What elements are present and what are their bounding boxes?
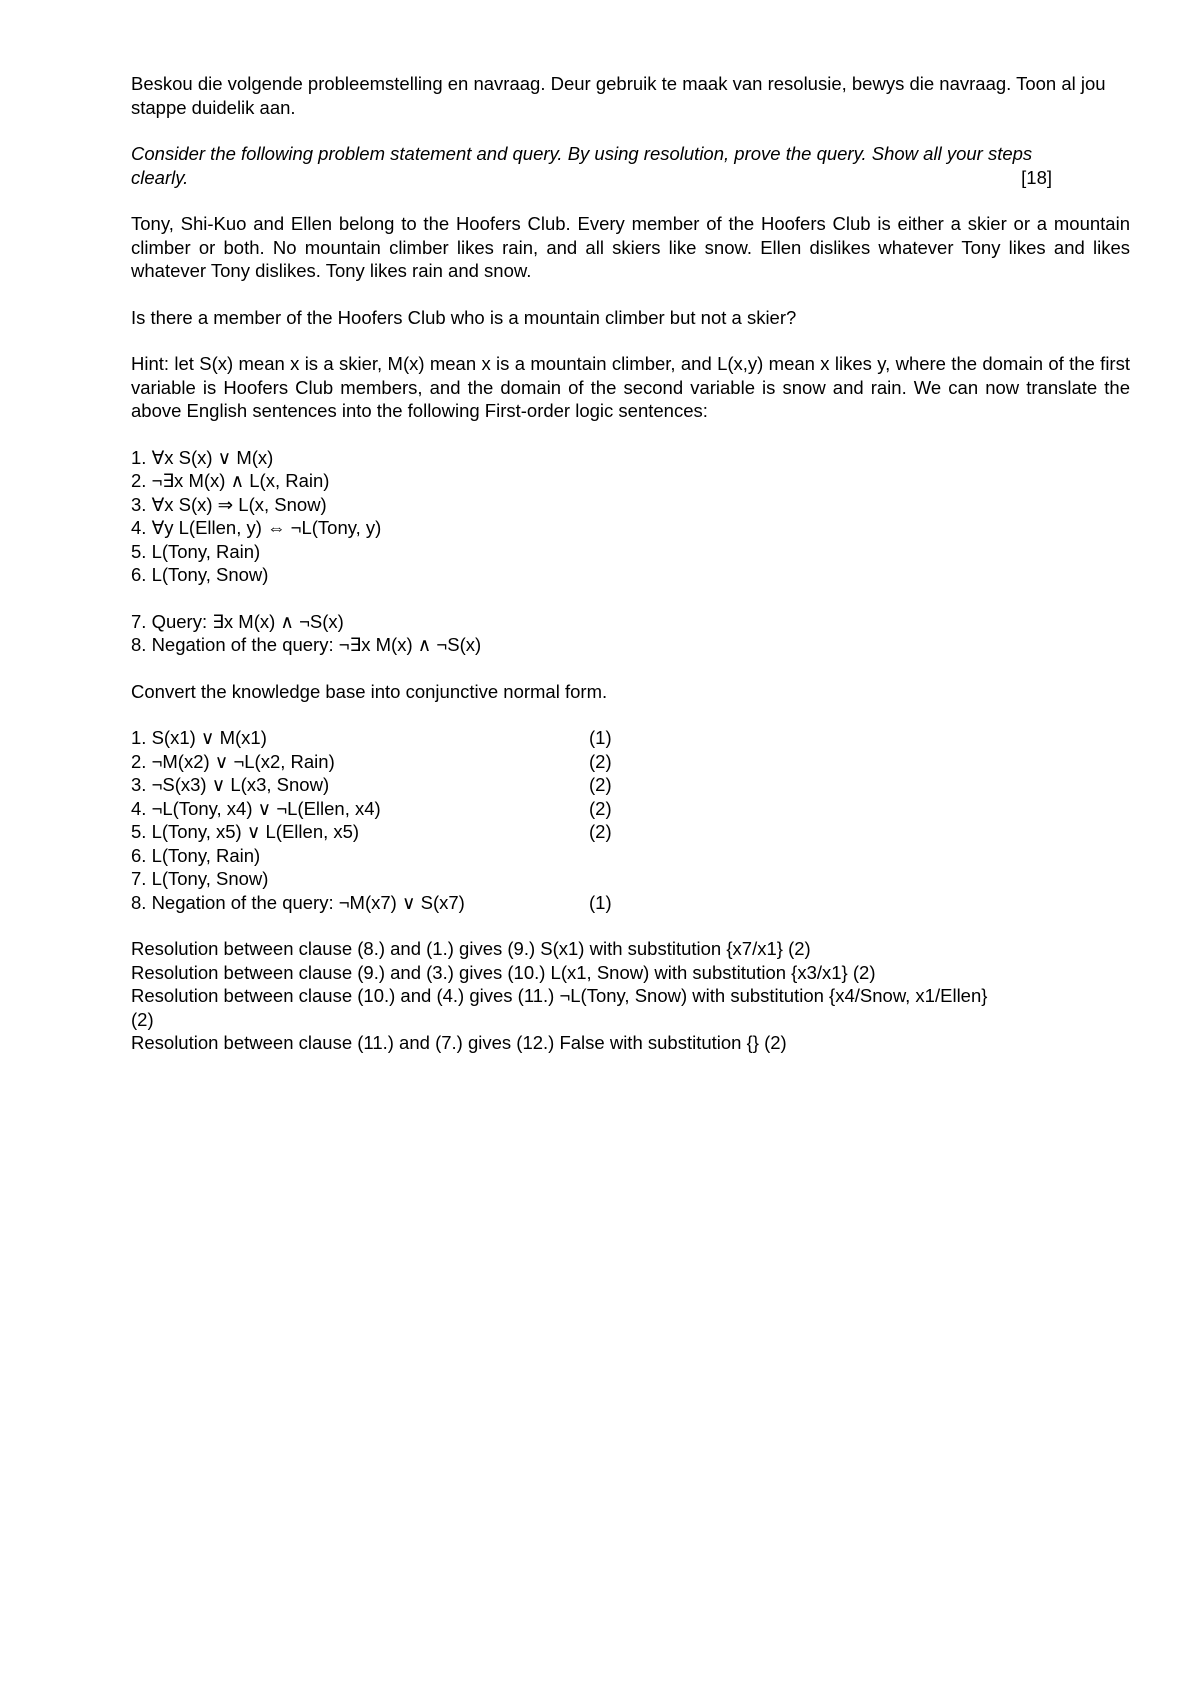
- cnf-row: [131, 726, 1130, 750]
- resolution-steps: [131, 937, 1130, 1055]
- cnf-row: [131, 867, 1130, 891]
- resolution-step: Resolution between clause (10.) and (4.) gives (11.) ¬L(Tony, Snow) with substitution {x4/Snow, x1/Ellen} (2): [131, 985, 988, 1030]
- cnf-mark: (2): [589, 774, 612, 795]
- intro-english-main: Consider the following problem statement and query. By using resolution, prove the query. Show all your steps: [131, 143, 1033, 164]
- resolution-step: Resolution between clause (9.) and (3.) gives (10.) L(x1, Snow) with substitution {x3/x1} (2): [131, 961, 876, 983]
- intro-afrikaans: Beskou die volgende probleemstelling en navraag. Deur gebruik te maak van resolusie, bewys die navraag. Toon al jou stappe duidelik aan.: [131, 73, 1106, 118]
- cnf-row: [131, 773, 1130, 797]
- query-line: 7. Query: ∃x M(x) ∧ ¬S(x): [131, 610, 344, 632]
- fol-sentence: 1. ∀x S(x) ∨ M(x): [131, 446, 274, 468]
- cnf-row: [131, 750, 1130, 774]
- intro-english-end-line: [131, 166, 1130, 190]
- cnf-row: [131, 891, 1130, 915]
- fol-sentences: [131, 446, 1130, 587]
- cnf-mark: (2): [589, 797, 612, 819]
- query-lines: [131, 610, 1130, 657]
- cnf-clause: 8. Negation of the query: ¬M(x7) ∨ S(x7): [131, 891, 465, 913]
- cnf-row: [131, 820, 1130, 844]
- resolution-step: Resolution between clause (11.) and (7.) gives (12.) False with substitution {} (2): [131, 1032, 787, 1053]
- cnf-mark: (2): [589, 821, 612, 842]
- problem-statement: Tony, Shi-Kuo and Ellen belong to the Hoofers Club. Every member of the Hoofers Club is either a skier or a mountain climber or both. No mountain climber likes rain, and all skiers like snow. Ellen dislikes whatever Tony likes and likes whatever Tony dislikes. Tony likes rain and snow.: [131, 213, 1130, 281]
- question-marks: [18]: [1021, 166, 1052, 188]
- cnf-intro: Convert the knowledge base into conjunctive normal form.: [131, 680, 608, 702]
- fol-sentence: 4. ∀y L(Ellen, y) ⇔ ¬L(Tony, y): [131, 517, 382, 538]
- cnf-clause: 7. L(Tony, Snow): [131, 868, 269, 889]
- cnf-row: [131, 797, 1130, 821]
- intro-english-end: clearly.: [131, 166, 189, 188]
- fol-sentence: 2. ¬∃x M(x) ∧ L(x, Rain): [131, 470, 330, 491]
- cnf-clause: 2. ¬M(x2) ∨ ¬L(x2, Rain): [131, 750, 335, 772]
- cnf-row: [131, 844, 1130, 868]
- resolution-step: Resolution between clause (8.) and (1.) gives (9.) S(x1) with substitution {x7/x1} (2): [131, 938, 811, 959]
- question: Is there a member of the Hoofers Club who is a mountain climber but not a skier?: [131, 306, 797, 328]
- hint: Hint: let S(x) mean x is a skier, M(x) mean x is a mountain climber, and L(x,y) mean x likes y, where the domain of the first variable is Hoofers Club members, and the domain of the second variable is snow and rain. We can now translate the above English sentences into the following First-order logic sentences:: [131, 353, 1130, 421]
- document-page: [131, 72, 1130, 1055]
- cnf-mark: (2): [589, 750, 612, 772]
- fol-sentence: 6. L(Tony, Snow): [131, 564, 269, 585]
- cnf-clause: 4. ¬L(Tony, x4) ∨ ¬L(Ellen, x4): [131, 797, 381, 819]
- intro-english: [131, 142, 1130, 189]
- fol-sentence: 5. L(Tony, Rain): [131, 540, 261, 562]
- query-negation-line: 8. Negation of the query: ¬∃x M(x) ∧ ¬S(x): [131, 634, 482, 655]
- cnf-clause: 1. S(x1) ∨ M(x1): [131, 727, 267, 748]
- cnf-clause: 5. L(Tony, x5) ∨ L(Ellen, x5): [131, 821, 360, 842]
- cnf-mark: (1): [589, 891, 612, 913]
- cnf-clauses: [131, 726, 1130, 914]
- cnf-clause: 3. ¬S(x3) ∨ L(x3, Snow): [131, 774, 330, 795]
- cnf-mark: (1): [589, 727, 612, 748]
- fol-sentence: 3. ∀x S(x) ⇒ L(x, Snow): [131, 493, 327, 515]
- cnf-clause: 6. L(Tony, Rain): [131, 844, 261, 866]
